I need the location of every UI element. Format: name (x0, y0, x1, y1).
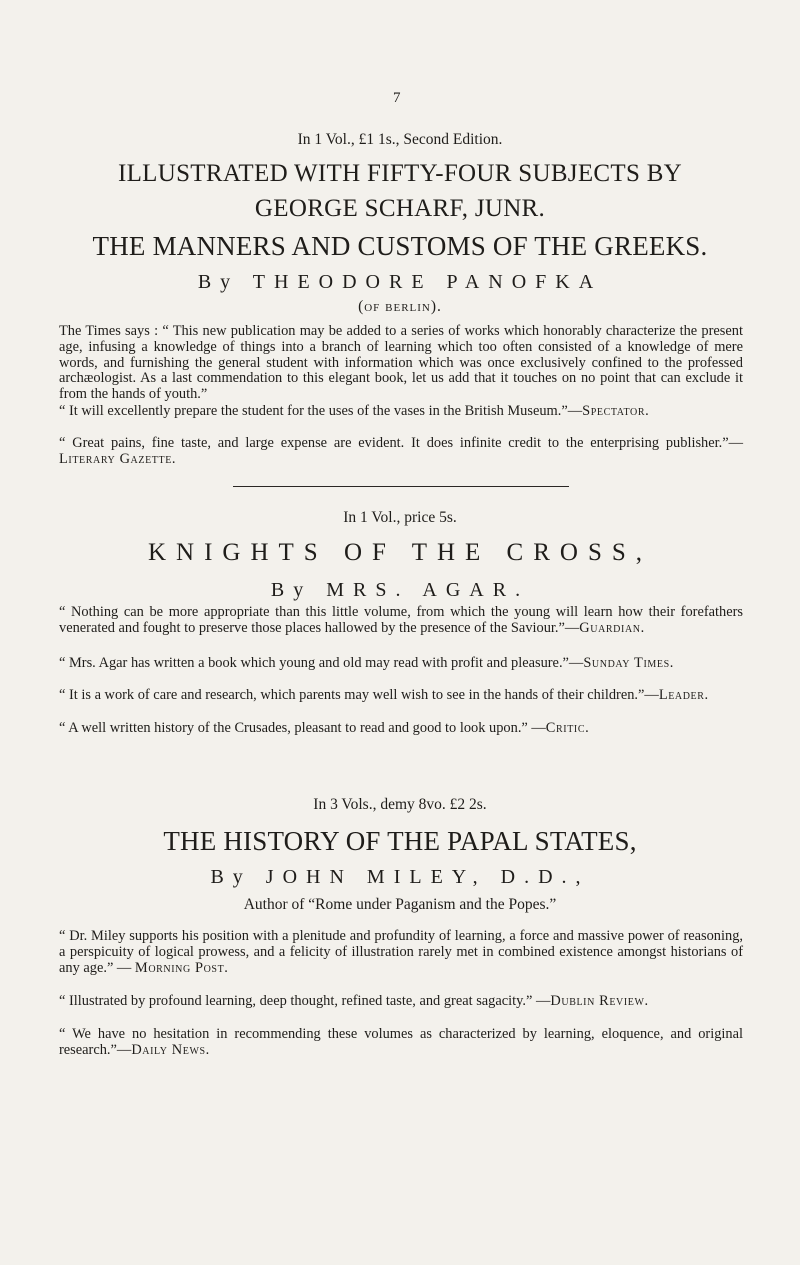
review-source: Guardian. (579, 619, 645, 636)
book1-illustrated-line1: ILLUSTRATED WITH FIFTY-FOUR SUBJECTS BY (117, 160, 683, 187)
review-source: Morning Post. (134, 959, 229, 976)
review-text: “ Mrs. Agar has written a book which young and old may read with profit and pleasure.”— (59, 655, 584, 671)
book2-author: By MRS. AGAR. (270, 579, 530, 601)
book3-review (59, 1027, 743, 1059)
review-text: The Times says : “ This new publication may be added to a series of works which honorably characterize the present age, infusing a knowledge of things into a branch of learning which too often consisted of a knowledge of mere words, and furnishing the general student with information which was once exclusively confined to the professed archæologist. As a last commendation to this elegant book, let us add that it touches on no point that can exclude it from the hands of youth.” (59, 323, 743, 403)
review-text: “ It will excellently prepare the student for the uses of the vases in the British Museum.”— (59, 403, 583, 419)
page-number: 7 (393, 90, 401, 106)
book1-edition: In 1 Vol., £1 1s., Second Edition. (297, 131, 503, 148)
review-text: “ It is a work of care and research, which parents may well wish to see in the hands of their children.”— (59, 687, 659, 703)
book2-review (59, 605, 743, 637)
review-text: “ A well written history of the Crusades, pleasant to read and good to look upon.” — (59, 720, 546, 736)
review-source: Dublin Review. (550, 993, 649, 1009)
review-source: Literary Gazette. (59, 450, 177, 467)
book1-review (59, 436, 743, 468)
book2-review (59, 656, 743, 672)
review-text: “ Dr. Miley supports his position with a plenitude and profundity of learning, a force and massive power of reasoning, a perspicuity of logical prowess, and a felicity of illustration rarely met in combined existence amongst historians of any age.” — (59, 928, 743, 976)
book3-author-note: Author of “Rome under Paganism and the Popes.” (243, 896, 557, 913)
book1-title: THE MANNERS AND CUSTOMS OF THE GREEKS. (92, 231, 708, 261)
review-source: Sunday Times. (583, 655, 674, 671)
review-source: Critic. (545, 720, 590, 736)
review-text: “ Illustrated by profound learning, deep thought, refined taste, and great sagacity.” — (59, 993, 551, 1009)
book2-review (59, 688, 743, 704)
book3-title: THE HISTORY OF THE PAPAL STATES, (163, 826, 637, 856)
book3-review (59, 994, 743, 1010)
review-source: Leader. (658, 687, 709, 703)
review-source: Spectator. (582, 403, 650, 419)
book2-title: KNIGHTS OF THE CROSS, (147, 539, 653, 566)
section-divider (233, 486, 569, 487)
book1-review (59, 324, 743, 403)
book3-edition: In 3 Vols., demy 8vo. £2 2s. (313, 796, 487, 813)
book3-author: By JOHN MILEY, D.D., (210, 866, 590, 888)
book1-review (59, 404, 743, 420)
review-text: “ Nothing can be more appropriate than this little volume, from which the young will learn how their forefathers venerated and fought to preserve those places hallowed by the presence of the Saviour.”— (59, 604, 743, 636)
review-source: Daily News. (131, 1041, 210, 1058)
book2-review (59, 721, 743, 737)
review-text: “ We have no hesitation in recommending these volumes as characterized by learning, eloquence, and original research.”— (59, 1026, 743, 1058)
book1-illustrated-line2: GEORGE SCHARF, JUNR. (254, 195, 546, 222)
review-text: “ Great pains, fine taste, and large expense are evident. It does infinite credit to the enterprising publisher.”— (59, 435, 743, 451)
book2-edition: In 1 Vol., price 5s. (343, 509, 457, 526)
book1-author: By THEODORE PANOFKA (197, 271, 603, 293)
book1-author-note: (of berlin). (358, 298, 442, 315)
book3-review (59, 929, 743, 976)
